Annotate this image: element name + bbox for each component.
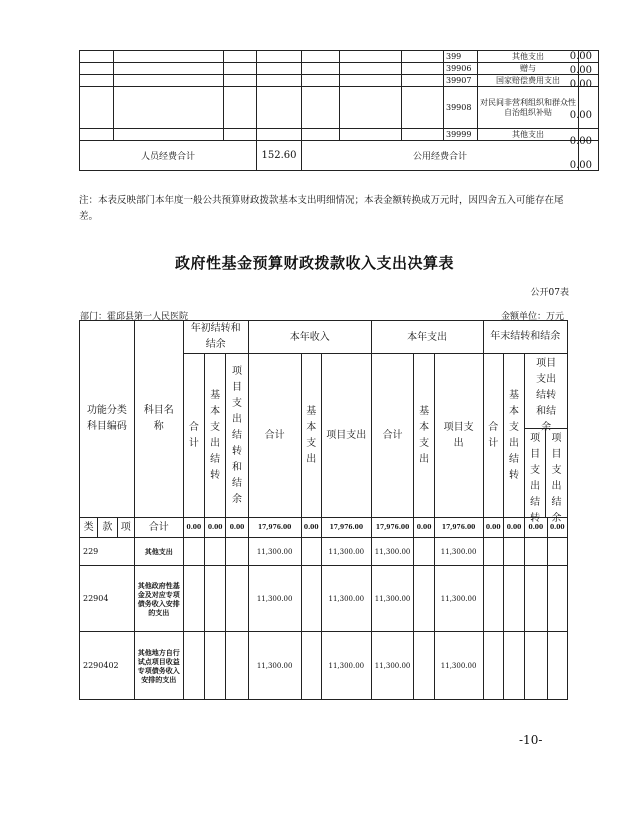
lei-header: 类 (80, 518, 98, 538)
personnel-total-value: 152.60 (257, 141, 302, 171)
row-name: 其他支出 (478, 51, 579, 63)
expense-project: 11,300.00 (434, 566, 483, 632)
end-project-balance-header: 项目支出结余 (551, 433, 562, 524)
income-basic-header: 基本支出 (301, 354, 321, 518)
income-project: 11,300.00 (321, 566, 371, 632)
end-project-carry-header: 项目支出结转 (525, 429, 546, 517)
top-row (80, 75, 599, 87)
row-name: 其他支出 (478, 129, 579, 141)
row-code: 39906 (444, 63, 478, 75)
row-code: 2290402 (80, 632, 135, 700)
form-number: 公开07表 (530, 288, 569, 298)
begin-header: 年初结转和结余 (183, 321, 248, 354)
row-name: 国家赔偿费用支出 (478, 75, 579, 87)
expense-total: 11,300.00 (371, 566, 414, 632)
total-cell: 17,976.00 (434, 518, 483, 538)
top-row (80, 63, 599, 75)
income-project: 11,300.00 (321, 538, 371, 566)
table-row (80, 566, 568, 632)
total-cell: 17,976.00 (371, 518, 414, 538)
row-code: 39908 (444, 87, 478, 129)
income-project: 11,300.00 (321, 632, 371, 700)
fund-budget-table (79, 320, 568, 700)
row-name: 对民间非营利组织和群众性自治组织补贴 (478, 87, 579, 129)
row-value: 0.00 (569, 136, 592, 147)
expense-total: 11,300.00 (371, 538, 414, 566)
total-cell: 0.00 (547, 518, 567, 538)
personnel-total-label: 人员经费合计 (80, 141, 257, 171)
table-note: 注：本表反映部门本年度一般公共预算财政拨款基本支出明细情况；本表金额转换成万元时，因四舍五入可能存在尾差。 (79, 195, 564, 222)
begin-project-header: 项目支出结转和结余 (226, 354, 248, 518)
total-cell: 0.00 (226, 518, 248, 538)
unit-label: 金额单位：万元 (500, 312, 564, 322)
top-row (80, 129, 599, 141)
row-name: 其他支出 (134, 538, 183, 566)
row-name: 其他政府性基金及对应专项债务收入安排的支出 (134, 566, 183, 632)
income-total: 11,300.00 (248, 566, 301, 632)
total-cell: 0.00 (183, 518, 204, 538)
row-value: 0.00 (569, 65, 592, 76)
row-code: 399 (444, 51, 478, 63)
expense-total-header: 合计 (371, 354, 414, 518)
total-cell: 0.00 (414, 518, 434, 538)
expense-header: 本年支出 (371, 321, 483, 354)
row-code: 229 (80, 538, 135, 566)
xiang-header: 项 (117, 518, 134, 538)
total-cell: 0.00 (503, 518, 524, 538)
public-total-value-text: 0.00 (569, 160, 592, 171)
subject-header: 科目名称 (134, 321, 183, 518)
page-title: 政府性基金预算财政拨款收入支出决算表 (174, 254, 454, 272)
begin-total-header: 合计 (183, 354, 204, 518)
heji-label: 合计 (134, 518, 183, 538)
top-row (80, 87, 599, 129)
expense-project-header: 项目支出 (434, 354, 483, 518)
row-code: 22904 (80, 566, 135, 632)
income-total: 11,300.00 (248, 538, 301, 566)
begin-basic-header: 基本支出结转 (205, 354, 226, 518)
page-number: -10- (519, 733, 543, 747)
top-expense-table (79, 50, 599, 171)
end-project-header: 项目支出结转和结余 (525, 354, 567, 429)
kuan-header: 款 (98, 518, 117, 538)
end-basic-header: 基本支出结转 (503, 354, 524, 518)
income-total-header: 合计 (248, 354, 301, 518)
end-total-header: 合计 (483, 354, 503, 518)
func-code-header: 功能分类科目编码 (80, 321, 135, 518)
expense-total: 11,300.00 (371, 632, 414, 700)
end-header: 年末结转和结余 (483, 321, 567, 354)
department-label: 部门：霍邱县第一人民医院 (80, 312, 189, 322)
public-total-label: 公用经费合计 (302, 141, 579, 171)
total-cell: 17,976.00 (248, 518, 301, 538)
row-code: 39907 (444, 75, 478, 87)
total-cell: 0.00 (525, 518, 547, 538)
totals-row (80, 141, 599, 171)
row-code: 39999 (444, 129, 478, 141)
table-row (80, 632, 568, 700)
total-cell: 0.00 (483, 518, 503, 538)
total-cell: 17,976.00 (321, 518, 371, 538)
income-header: 本年收入 (248, 321, 371, 354)
total-row (80, 518, 568, 538)
total-cell: 0.00 (301, 518, 321, 538)
row-value: 0.00 (569, 51, 592, 62)
expense-project: 11,300.00 (434, 632, 483, 700)
expense-project: 11,300.00 (434, 538, 483, 566)
total-cell: 0.00 (205, 518, 226, 538)
income-project-header: 项目支出 (321, 354, 371, 518)
table-row (80, 538, 568, 566)
row-value: 0.00 (569, 79, 592, 90)
top-row (80, 51, 599, 63)
end-project-group (525, 354, 568, 524)
expense-basic-header: 基本支出 (414, 354, 434, 518)
row-name: 其他地方自行试点项目收益专项债务收入安排的支出 (134, 632, 183, 700)
row-value: 0.00 (569, 110, 592, 121)
income-total: 11,300.00 (248, 632, 301, 700)
row-name: 赠与 (478, 63, 579, 75)
